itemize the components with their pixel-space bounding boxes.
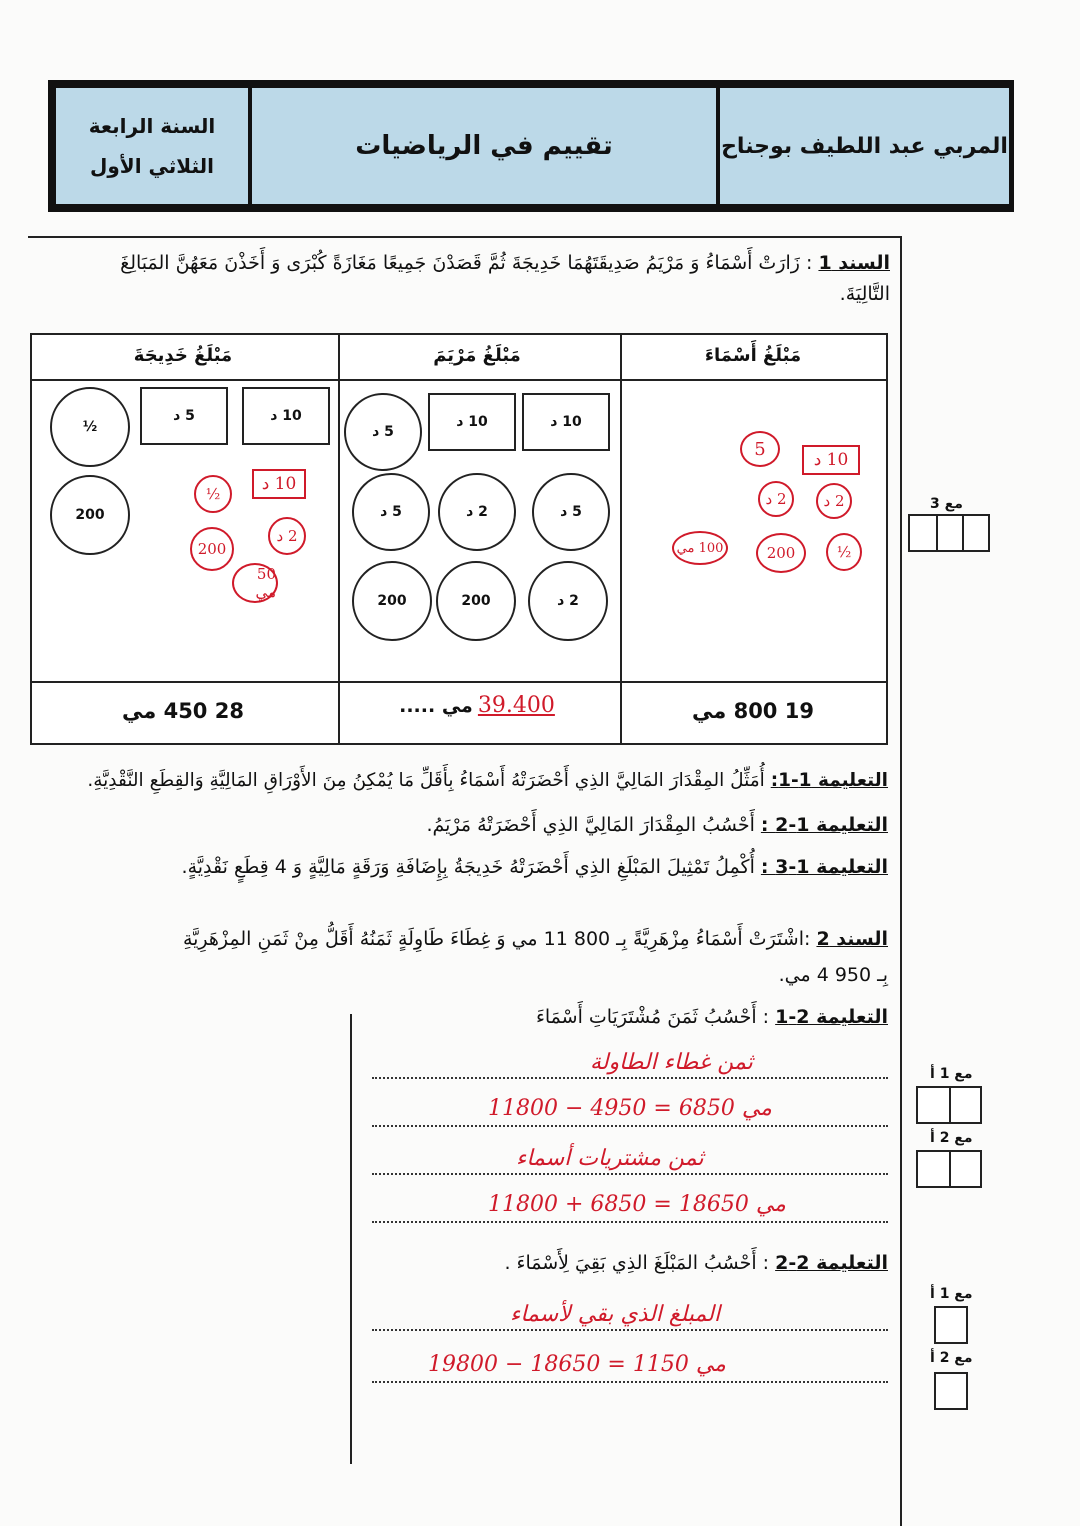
coin-5-dinar: 5 د	[352, 473, 430, 551]
answer-2-1-line3: ثمن مشتريات أسماء	[516, 1146, 704, 1171]
instruction-1-1	[87, 770, 888, 791]
note-10-dinar: 10 د	[522, 393, 610, 451]
score-box-s22a	[934, 1306, 968, 1344]
page-title: تقييم في الرياضيات	[355, 131, 613, 161]
margin-rule	[900, 236, 902, 1526]
instruction-2-2	[504, 1252, 888, 1274]
work-area-rule	[350, 1014, 352, 1464]
row-divider	[32, 681, 886, 683]
header-asmaa: مَبْلَغُ أَسْمَاءَ	[704, 345, 802, 366]
mark-coin-50: 50 مي	[232, 563, 278, 603]
score-divider	[949, 1088, 951, 1122]
answer-2-1-line4: مي 18650 = 6850 + 11800	[488, 1192, 786, 1217]
score-divider	[949, 1152, 951, 1186]
note-10-dinar: 10 د	[428, 393, 516, 451]
maryam-total-prefix: مي .....	[399, 695, 473, 717]
sanad2-text-line2: بِـ 950 4 مي.	[778, 964, 888, 986]
asmaa-total: 19 800 مي	[692, 699, 814, 723]
row-divider	[32, 379, 886, 381]
score-box-s22b	[934, 1372, 968, 1410]
instruction-2-1	[536, 1006, 888, 1028]
instruction-1-2-text: أَحْسُبُ المِقْدَارَ المَالِيَّ الذِي أَحْضَرَتْهُ مَرْيَمُ.	[426, 814, 755, 836]
money-table	[30, 333, 888, 745]
coin-200: 200	[352, 561, 432, 641]
answer-line	[372, 1077, 888, 1079]
score-label-s1: مع 3	[930, 496, 963, 512]
coin-half: ½	[50, 387, 130, 467]
mark-coin-half: ½	[194, 475, 232, 513]
mark-coin-half: ½	[826, 533, 862, 571]
score-divider	[936, 516, 938, 550]
note-10-dinar: 10 د	[242, 387, 330, 445]
teacher-cell	[718, 86, 1011, 206]
instruction-1-3	[182, 856, 888, 878]
score-divider	[962, 516, 964, 550]
sanad1-sentence: : زَارَتْ أَسْمَاءُ وَ مَرْيَمُ صَدِيقَتَهُمَا خَدِيجَةَ ثُمَّ قَصَدْنَ جَمِيعًا مَغَازَةً كُبْرَى وَ أَخَذْنَ مَعَهُنَّ المَبَالِغَ	[120, 252, 813, 274]
instruction-2-1-text: : أَحْسُبُ ثَمَنَ مُشْتَرَيَاتِ أَسْمَاءَ	[535, 1006, 770, 1028]
mark-coin-200: 200	[190, 527, 234, 571]
mark-coin-200: 200	[756, 533, 806, 573]
sanad1-text-line1	[120, 252, 890, 274]
coin-2-dinar: 2 د	[438, 473, 516, 551]
mark-note-10: 10 د	[252, 469, 306, 499]
header-khadija: مَبْلَغُ خَدِيجَةَ	[133, 345, 233, 366]
grade-line2: الثلاثي الأول	[90, 154, 214, 178]
coin-5-dinar: 5 د	[344, 393, 422, 471]
top-rule	[28, 236, 902, 238]
grade-line1: السنة الرابعة	[88, 114, 216, 138]
score-box-s21b	[916, 1150, 982, 1188]
maryam-total	[336, 693, 618, 718]
instruction-1-1-text: أُمَثِّلُ المِقْدَارَ المَالِيَّ الذِي أَحْضَرَتْهُ أَسْمَاءُ بِأَقَلِّ مَا يُمْكِنُ مِنَ الأَوْرَاقِ المَالِيَّةِ وَالقِطَعِ النَّقْدِيَّةِ.	[87, 770, 765, 791]
header-table	[48, 80, 1014, 212]
score-label-s22a: مع 1 أ	[930, 1286, 973, 1302]
teacher-name: المربي عبد اللطيف بوجناح	[721, 133, 1008, 159]
instruction-2-1-label: التعليمة 2-1	[775, 1006, 888, 1028]
coin-200: 200	[436, 561, 516, 641]
answer-line	[372, 1125, 888, 1127]
answer-line	[372, 1173, 888, 1175]
sanad1-label: السند 1	[818, 252, 890, 274]
instruction-1-3-label: التعليمة 1-3 :	[760, 856, 888, 878]
mark-coin-2: 2 د	[816, 483, 852, 519]
title-cell	[250, 86, 718, 206]
instruction-1-3-text: أُكْمِلُ تَمْثِيلَ المَبْلَغِ الذِي أَحْضَرَتْهُ خَدِيجَةُ بِإِضَافَةِ وَرَقَةٍ مَالِيَّةٍ وَ 4 قِطَعٍ نَقْدِيَّةٍ.	[181, 856, 755, 878]
answer-line	[372, 1329, 888, 1331]
instruction-2-2-text: : أَحْسُبُ المَبْلَغَ الذِي بَقِيَ لِأَسْمَاءَ .	[504, 1252, 770, 1274]
instruction-1-2	[426, 814, 888, 836]
maryam-total-answer: 39.400	[477, 693, 555, 718]
mark-note-10: 10 د	[802, 445, 860, 475]
khadija-total: 28 450 مي	[122, 699, 244, 723]
score-label-s22b: مع 2 أ	[930, 1350, 973, 1366]
sanad1-text-line2: التَّالِيَةَ.	[839, 283, 890, 305]
score-label-s21b: مع 2 أ	[930, 1130, 973, 1146]
instruction-2-2-label: التعليمة 2-2	[775, 1252, 888, 1274]
answer-line	[372, 1221, 888, 1223]
sanad2-text-line1	[183, 928, 888, 950]
grade-cell	[54, 86, 250, 206]
mark-coin-2: 2 د	[758, 481, 794, 517]
mark-coin-5: 5	[740, 431, 780, 467]
sanad2-sentence: :اشْتَرَتْ أَسْمَاءُ مِزْهَرِيَّةً بِـ 800 11 مي وَ غِطَاءَ طَاوِلَةٍ ثَمَنُهُ أَقَلُّ مِنْ ثَمَنِ المِزْهَرِيَّةِ	[182, 928, 811, 950]
answer-2-2-line2: مي 1150 = 18650 − 19800	[428, 1352, 726, 1377]
mark-coin-100: 100 مي	[672, 531, 728, 565]
instruction-1-1-label: التعليمة 1-1:	[770, 770, 888, 791]
coin-2-dinar: 2 د	[528, 561, 608, 641]
coin-5-dinar: 5 د	[532, 473, 610, 551]
note-5-dinar: 5 د	[140, 387, 228, 445]
answer-2-1-line2: مي 6850 = 4950 − 11800	[488, 1096, 772, 1121]
answer-line	[372, 1381, 888, 1383]
coin-200: 200	[50, 475, 130, 555]
answer-2-1-line1: ثمن غطاء الطاولة	[590, 1050, 753, 1075]
mark-coin-2: 2 د	[268, 517, 306, 555]
sanad2-label: السند 2	[816, 928, 888, 950]
answer-2-2-line1: المبلغ الذي بقي لأسماء	[510, 1302, 721, 1327]
header-maryam: مَبْلَغُ مَرْيَمَ	[433, 345, 521, 366]
score-box-s21a	[916, 1086, 982, 1124]
score-box-s1	[908, 514, 990, 552]
score-label-s21a: مع 1 أ	[930, 1066, 973, 1082]
instruction-1-2-label: التعليمة 1-2 :	[760, 814, 888, 836]
